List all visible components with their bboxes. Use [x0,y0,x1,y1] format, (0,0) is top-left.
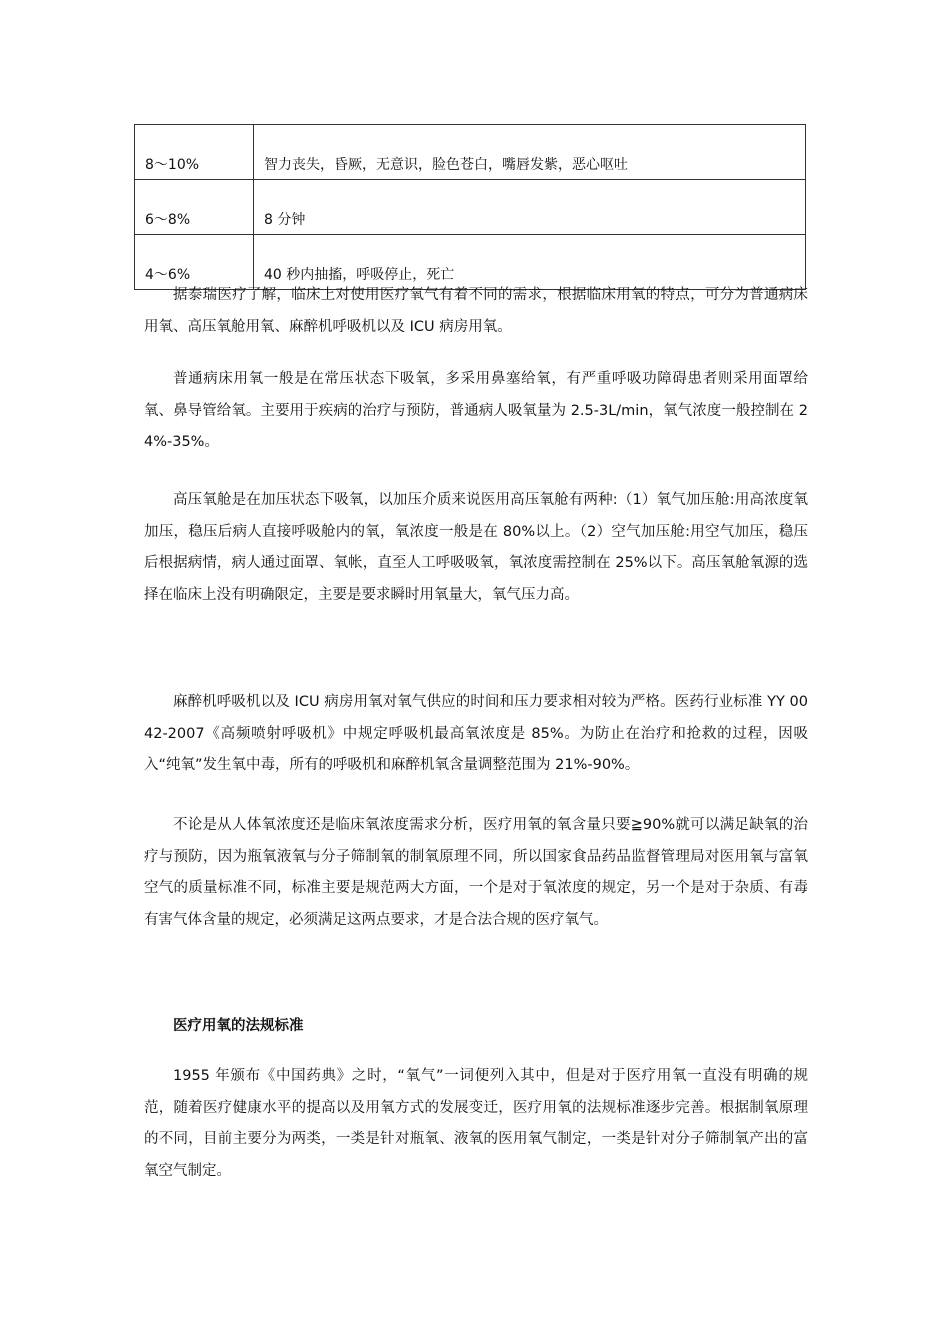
paragraph-regulation-history: 1955 年颁布《中国药典》之时，“氧气”一词便列入其中，但是对于医疗用氧一直没有明确的规范，随着医疗健康水平的提高以及用氧方式的发展变迁，医疗用氧的法规标准逐步完善。根据制氧原理的不同，目前主要分为两类，一类是针对瓶氧、液氧的医用氧气制定，一类是针对分子筛制氧产出的富氧空气制定。 [144,1068,808,1179]
paragraph-ward-oxygen: 普通病床用氧一般是在常压状态下吸氧，多采用鼻塞给氧，有严重呼吸功障碍患者则采用面罩给氧、鼻导管给氧。主要用于疾病的治疗与预防，普通病人吸氧量为 2.5-3L/min，氧气浓度一般控制在 24%-35%。 [144,371,808,450]
body-section-5 [144,810,808,936]
body-section-3 [144,485,808,611]
section-heading: 医疗用氧的法规标准 [173,1018,304,1034]
concentration-cell: 6～8% [135,180,254,235]
oxygen-concentration-table [134,124,806,290]
paragraph-concentration-analysis: 不论是从人体氧浓度还是临床氧浓度需求分析，医疗用氧的氧含量只要≧90%就可以满足缺氧的治疗与预防，因为瓶氧液氧与分子筛制氧的制氧原理不同，所以国家食品药品监督管理局对医用氧与富氧空气的质量标准不同，标准主要是规范两大方面，一个是对于氧浓度的规定，另一个是对于杂质、有毒有害气体含量的规定，必须满足这两点要求，才是合法合规的医疗氧气。 [144,817,808,928]
paragraph-hyperbaric-chamber: 高压氧舱是在加压状态下吸氧，以加压介质来说医用高压氧舱有两种:（1）氧气加压舱:用高浓度氧加压，稳压后病人直接呼吸舱内的氧，氧浓度一般是在 80%以上。（2）空气加压舱:用空气加压，稳压后根据病情，病人通过面罩、氧帐，直至人工呼吸吸氧，氧浓度需控制在 25%以下。高压氧舱氧源的选择在临床上没有明确限定，主要是要求瞬时用氧量大，氧气压力高。 [144,492,808,603]
concentration-cell: 4～6% [135,235,254,290]
body-section-7 [144,1061,808,1187]
paragraph-ventilator-icu: 麻醉机呼吸机以及 ICU 病房用氧对氧气供应的时间和压力要求相对较为严格。医药行业标准 YY 0042-2007《高频喷射呼吸机》中规定呼吸机最高氧浓度是 85%。为防止在治疗和抢救的过程，因吸入“纯氧”发生氧中毒，所有的呼吸机和麻醉机氧含量调整范围为 21%-90%。 [144,694,808,773]
concentration-cell: 8～10% [135,125,254,180]
table-row [135,180,806,235]
symptom-cell: 8 分钟 [254,180,806,235]
table-row [135,125,806,180]
symptom-cell: 40 秒内抽搐，呼吸停止，死亡 [254,235,806,290]
body-section-2 [144,364,808,459]
paragraph-clinical-needs: 据泰瑞医疗了解，临床上对使用医疗氧气有着不同的需求，根据临床用氧的特点，可分为普通病床用氧、高压氧舱用氧、麻醉机呼吸机以及 ICU 病房用氧。 [144,287,808,335]
symptom-cell: 智力丧失，昏厥，无意识，脸色苍白，嘴唇发紫，恶心呕吐 [254,125,806,180]
body-section-1 [144,280,808,343]
body-section-6 [144,1011,808,1043]
body-section-4 [144,687,808,782]
